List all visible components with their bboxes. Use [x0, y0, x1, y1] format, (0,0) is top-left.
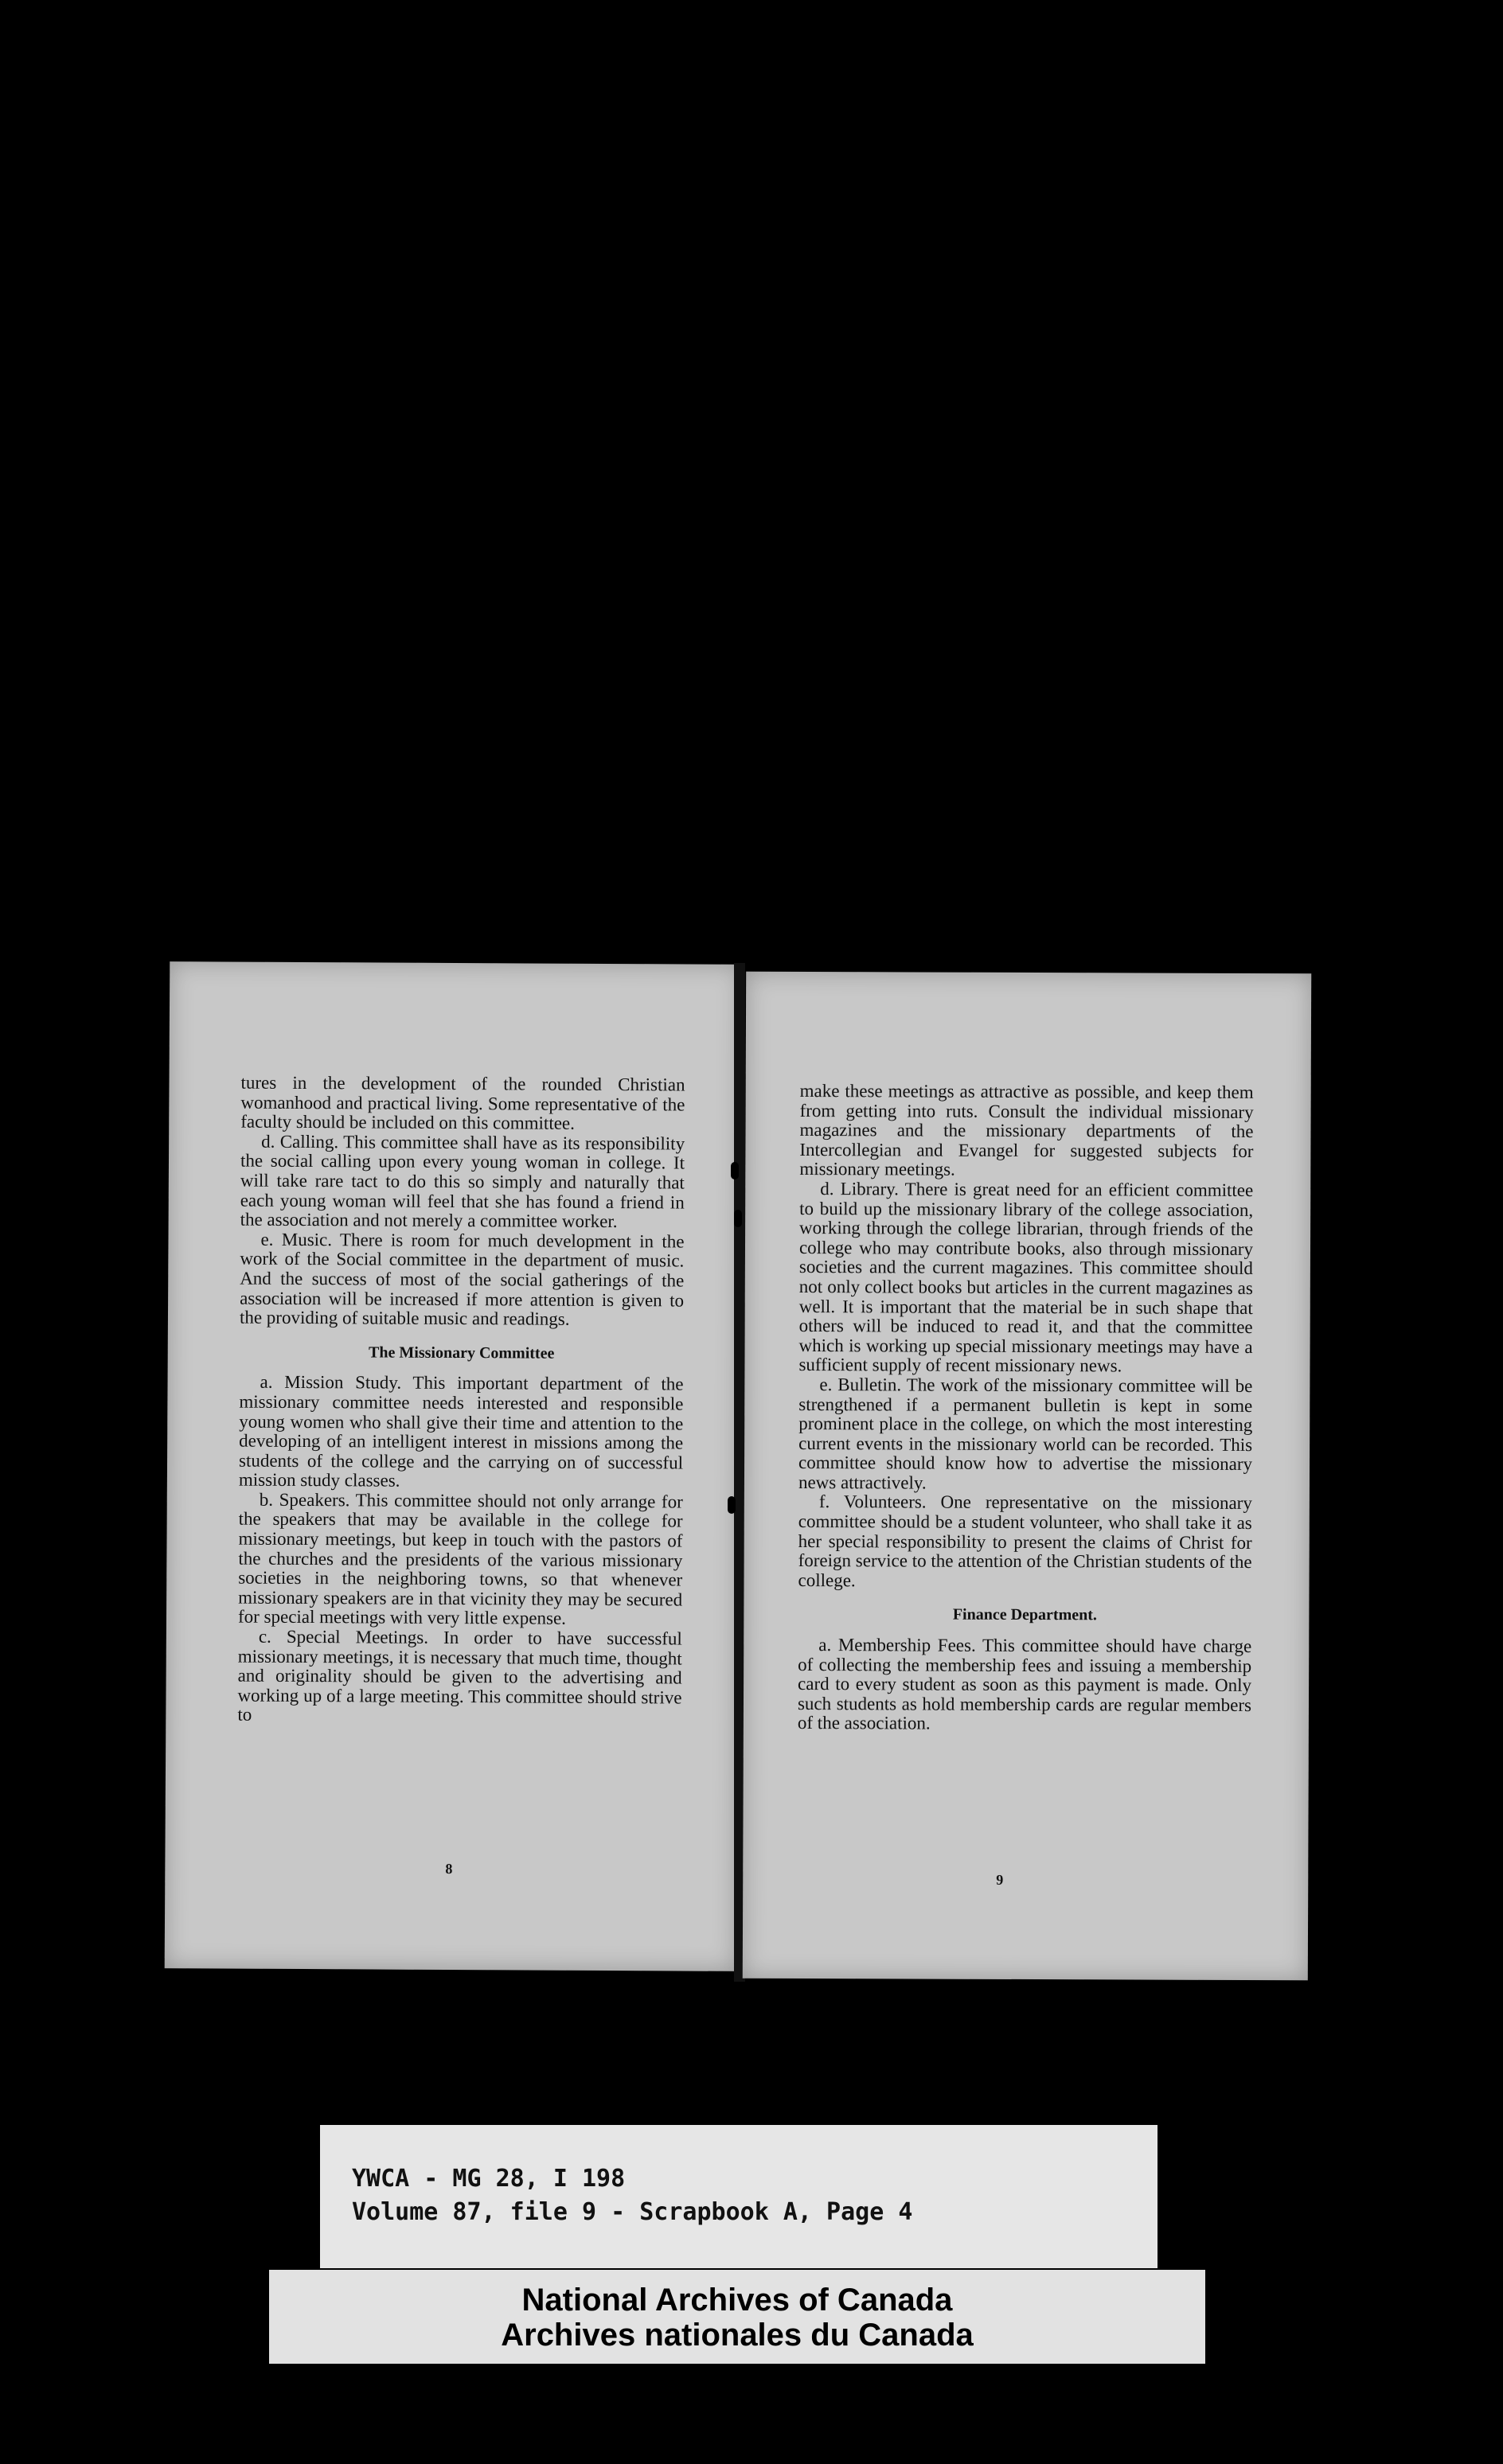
section-heading: Finance Department.: [952, 1606, 1097, 1624]
paragraph: make these meetings as attractive as possible, and keep them from getting into ruts. Consult the individual missionary magazines and the missionary departments of the Intercollegian and Evangel for suggested subjects for missionary meetings.: [799, 1081, 1254, 1180]
banner-line-english: National Archives of Canada: [521, 2283, 953, 2318]
page-number: 9: [996, 1871, 1004, 1888]
paragraph: f. Volunteers. One representative on the missionary committee should be a student volunteer, who shall take it as her special responsibility to present the claims of Christ for foreign service to the attention of the Christian students of the college.: [798, 1491, 1252, 1591]
banner-line-french: Archives nationales du Canada: [501, 2318, 974, 2353]
paragraph: d. Library. There is great need for an efficient committee to build up the missionary library of the college association, working through the college librarian, through friends of the college who may contribute books, also through missionary societies and the current magazines. This committee should not only collect books but articles in the current magazines as well. It is important that the material be in such shape that others will be induced to read it, and that the committee which is working up special missionary meetings may have a sufficient supply of recent missionary news.: [798, 1179, 1254, 1376]
paragraph: a. Membership Fees. This committee should have charge of collecting the membership fees and issuing a membership card to every student as soon as this payment is made. Only such students as hold membership cards are regular members of the association.: [797, 1635, 1252, 1733]
right-page: [743, 972, 1311, 1980]
archive-label-line: Volume 87, file 9 - Scrapbook A, Page 4: [352, 2198, 913, 2226]
archives-banner: [269, 2270, 1205, 2364]
page-number: 8: [445, 1860, 453, 1877]
paragraph: c. Special Meetings. In order to have successful missionary meetings, it is necessary that much time, thought and originality should be given to the advertising and working up of a large meeting. This committee should strive to: [237, 1626, 682, 1725]
paragraph: d. Calling. This committee shall have as its responsibility the social calling upon every young woman in college. It will take rare tact to do this so simply and naturally that each young woman will feel that she has found a friend in the association and not merely a committee worker.: [240, 1131, 685, 1232]
binding-hole: [734, 1210, 742, 1227]
archive-label: [320, 2125, 1158, 2268]
paragraph: tures in the development of the rounded Christian womanhood and practical living. Some representative of the faculty should be included on this committee.: [240, 1072, 685, 1133]
archive-label-line: YWCA - MG 28, I 198: [352, 2165, 626, 2193]
right-page-text: [798, 1082, 1254, 1735]
paragraph: b. Speakers. This committee should not only arrange for the speakers that may be available in the college for missionary meetings, but keep in touch with the pastors of the churches and the presidents of the various missionary societies in the neighboring towns, so that whenever missionary speakers are in that vicinity they may be secured for special meetings with very little expense.: [237, 1489, 683, 1629]
left-page: [165, 961, 742, 1971]
paragraph: e. Music. There is room for much development in the work of the Social committee in the department of music. And the success of most of the social gatherings of the association will be increased if more attention is given to the providing of suitable music and readings.: [239, 1229, 685, 1329]
paragraph: e. Bulletin. The work of the missionary committee will be strengthened if a permanent bulletin is kept in some prominent place in the college, on which the most interesting current events in the missionary world can be recorded. This committee should know how to advertise the missionary news attractively.: [798, 1374, 1253, 1493]
left-page-text: [237, 1074, 685, 1728]
binding-hole: [731, 1162, 739, 1179]
binding-hole: [728, 1496, 736, 1514]
paragraph: a. Mission Study. This important department of the missionary committee needs interested and responsible young women who shall give their time and attention to the developing of an intelligent interest in missions among the students of the college and the carrying on of successful mission study classes.: [238, 1372, 684, 1491]
section-heading: The Missionary Committee: [369, 1343, 555, 1363]
